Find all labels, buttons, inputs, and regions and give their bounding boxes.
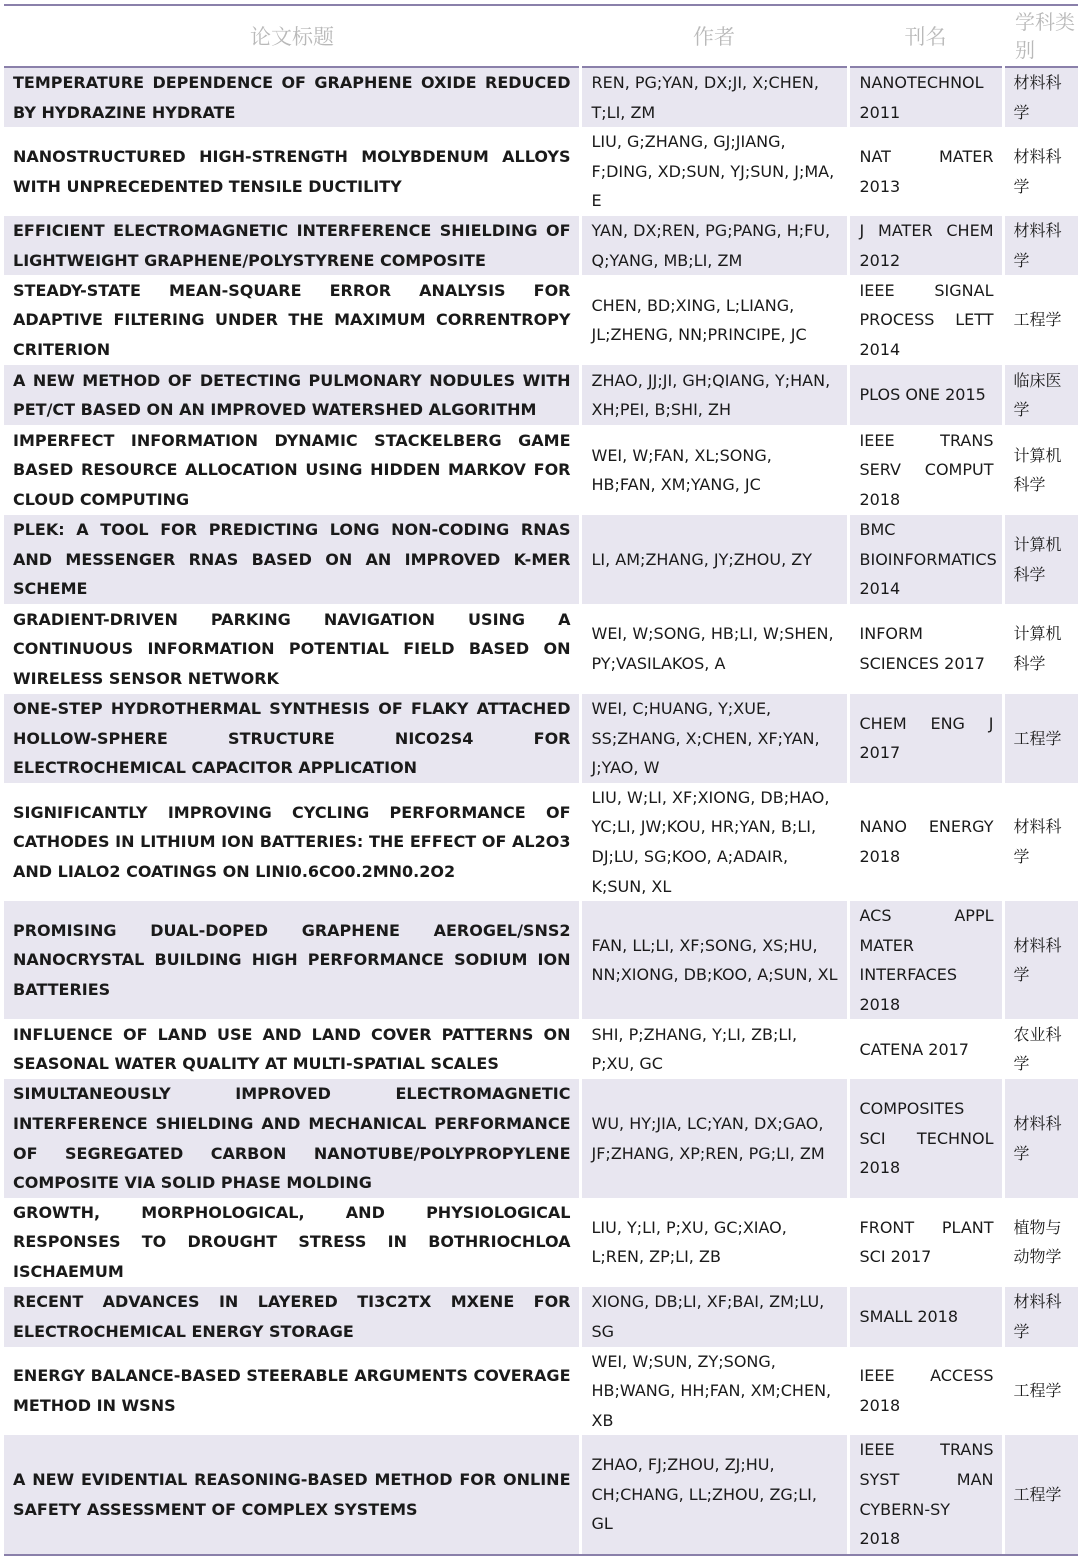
header-journal: 刊名 bbox=[848, 6, 1003, 67]
journal-cell: INFORM SCIENCES 2017 bbox=[848, 604, 1003, 694]
category-cell: 农业科学 bbox=[1003, 1019, 1078, 1079]
journal-cell: NAT MATER 2013 bbox=[848, 127, 1003, 216]
authors-cell: YAN, DX;REN, PG;PANG, H;FU, Q;YANG, MB;LI, ZM bbox=[580, 216, 848, 275]
category-cell: 工程学 bbox=[1003, 275, 1078, 365]
authors-cell: WEI, W;SUN, ZY;SONG, HB;WANG, HH;FAN, XM;CHEN, XB bbox=[580, 1347, 848, 1436]
paper-title-cell: A NEW EVIDENTIAL REASONING-BASED METHOD FOR ONLINE SAFETY ASSESSMENT OF COMPLEX SYSTEMS bbox=[4, 1435, 580, 1553]
category-cell: 工程学 bbox=[1003, 1435, 1078, 1553]
authors-cell: XIONG, DB;LI, XF;BAI, ZM;LU, SG bbox=[580, 1287, 848, 1347]
paper-title-cell: RECENT ADVANCES IN LAYERED TI3C2TX MXENE FOR ELECTROCHEMICAL ENERGY STORAGE bbox=[4, 1287, 580, 1347]
journal-cell: NANO ENERGY 2018 bbox=[848, 783, 1003, 901]
paper-title-cell: SIGNIFICANTLY IMPROVING CYCLING PERFORMANCE OF CATHODES IN LITHIUM ION BATTERIES: THE EFFECT OF AL2O3 AND LIALO2 COATINGS ON LINI0.6CO0.2MN0.2O2 bbox=[13, 802, 571, 881]
journal-cell: BMC BIOINFORMATICS 2014 bbox=[848, 515, 1003, 604]
table-row bbox=[4, 604, 1078, 694]
paper-table bbox=[4, 6, 1078, 1554]
authors-cell: ZHAO, FJ;ZHOU, ZJ;HU, CH;CHANG, LL;ZHOU, ZG;LI, GL bbox=[580, 1435, 848, 1553]
authors-cell: ZHAO, JJ;JI, GH;QIANG, Y;HAN, XH;PEI, B;SHI, ZH bbox=[580, 365, 848, 425]
authors-cell: WEI, W;SONG, HB;LI, W;SHEN, PY;VASILAKOS, A bbox=[580, 604, 848, 694]
category-cell: 材料科学 bbox=[1003, 1079, 1078, 1197]
header-category: 学科类别 bbox=[1003, 6, 1078, 67]
category-cell: 计算机科学 bbox=[1003, 515, 1078, 604]
table-row bbox=[4, 67, 1078, 127]
category-cell: 材料科学 bbox=[1003, 1287, 1078, 1347]
table-row bbox=[4, 127, 1078, 216]
category-cell: 临床医学 bbox=[1003, 365, 1078, 425]
paper-title-cell: TEMPERATURE DEPENDENCE OF GRAPHENE OXIDE REDUCED BY HYDRAZINE HYDRATE bbox=[4, 67, 580, 127]
table-row bbox=[4, 216, 1078, 275]
category-cell: 计算机科学 bbox=[1003, 604, 1078, 694]
authors-cell: REN, PG;YAN, DX;JI, X;CHEN, T;LI, ZM bbox=[580, 67, 848, 127]
header-title: 论文标题 bbox=[4, 6, 580, 67]
authors-cell: LIU, W;LI, XF;XIONG, DB;HAO, YC;LI, JW;KOU, HR;YAN, B;LI, DJ;LU, SG;KOO, A;ADAIR, K;SUN, XL bbox=[580, 783, 848, 901]
paper-title-cell: GRADIENT-DRIVEN PARKING NAVIGATION USING A CONTINUOUS INFORMATION POTENTIAL FIELD BASED ON WIRELESS SENSOR NETWORK bbox=[13, 609, 571, 688]
journal-cell: PLOS ONE 2015 bbox=[848, 365, 1003, 425]
paper-title-cell: PLEK: A TOOL FOR PREDICTING LONG NON-CODING RNAS AND MESSENGER RNAS BASED ON AN IMPROVED K-MER SCHEME bbox=[4, 515, 580, 604]
category-cell: 工程学 bbox=[1003, 694, 1078, 783]
table-row bbox=[4, 1198, 1078, 1287]
journal-cell: IEEE ACCESS 2018 bbox=[848, 1347, 1003, 1436]
paper-table-container bbox=[4, 4, 1078, 1556]
paper-title-cell: NANOSTRUCTURED HIGH-STRENGTH MOLYBDENUM ALLOYS WITH UNPRECEDENTED TENSILE DUCTILITY bbox=[13, 146, 571, 196]
paper-title-cell: ONE-STEP HYDROTHERMAL SYNTHESIS OF FLAKY ATTACHED HOLLOW-SPHERE STRUCTURE NICO2S4 FOR ELECTROCHEMICAL CAPACITOR APPLICATION bbox=[4, 694, 580, 783]
category-cell: 计算机科学 bbox=[1003, 425, 1078, 515]
journal-cell: IEEE TRANS SERV COMPUT 2018 bbox=[848, 425, 1003, 515]
authors-cell: LI, AM;ZHANG, JY;ZHOU, ZY bbox=[580, 515, 848, 604]
table-row bbox=[4, 901, 1078, 1019]
table-row bbox=[4, 515, 1078, 604]
table-header-row bbox=[4, 6, 1078, 67]
category-cell: 材料科学 bbox=[1003, 67, 1078, 127]
authors-cell: LIU, G;ZHANG, GJ;JIANG, F;DING, XD;SUN, YJ;SUN, J;MA, E bbox=[580, 127, 848, 216]
journal-cell: J MATER CHEM 2012 bbox=[848, 216, 1003, 275]
journal-cell: CATENA 2017 bbox=[848, 1019, 1003, 1079]
paper-title-cell: PROMISING DUAL-DOPED GRAPHENE AEROGEL/SNS2 NANOCRYSTAL BUILDING HIGH PERFORMANCE SODIUM ION BATTERIES bbox=[4, 901, 580, 1019]
category-cell: 材料科学 bbox=[1003, 216, 1078, 275]
table-row bbox=[4, 1019, 1078, 1079]
table-row bbox=[4, 365, 1078, 425]
category-cell: 材料科学 bbox=[1003, 127, 1078, 216]
journal-cell: SMALL 2018 bbox=[848, 1287, 1003, 1347]
journal-cell: CHEM ENG J 2017 bbox=[848, 694, 1003, 783]
paper-title-cell: EFFICIENT ELECTROMAGNETIC INTERFERENCE SHIELDING OF LIGHTWEIGHT GRAPHENE/POLYSTYRENE COMPOSITE bbox=[4, 216, 580, 275]
table-bottom-rule bbox=[4, 1554, 1078, 1556]
authors-cell: SHI, P;ZHANG, Y;LI, ZB;LI, P;XU, GC bbox=[580, 1019, 848, 1079]
category-cell: 材料科学 bbox=[1003, 901, 1078, 1019]
paper-title-cell: IMPERFECT INFORMATION DYNAMIC STACKELBERG GAME BASED RESOURCE ALLOCATION USING HIDDEN MARKOV FOR CLOUD COMPUTING bbox=[13, 430, 571, 509]
paper-title-cell: GROWTH, MORPHOLOGICAL, AND PHYSIOLOGICAL RESPONSES TO DROUGHT STRESS IN BOTHRIOCHLOA ISCHAEMUM bbox=[13, 1202, 571, 1282]
table-row bbox=[4, 1287, 1078, 1347]
authors-cell: CHEN, BD;XING, L;LIANG, JL;ZHENG, NN;PRINCIPE, JC bbox=[580, 275, 848, 365]
journal-cell: IEEE SIGNAL PROCESS LETT 2014 bbox=[848, 275, 1003, 365]
table-row bbox=[4, 783, 1078, 901]
authors-cell: WU, HY;JIA, LC;YAN, DX;GAO, JF;ZHANG, XP;REN, PG;LI, ZM bbox=[580, 1079, 848, 1197]
authors-cell: WEI, C;HUANG, Y;XUE, SS;ZHANG, X;CHEN, XF;YAN, J;YAO, W bbox=[580, 694, 848, 783]
journal-cell: FRONT PLANT SCI 2017 bbox=[848, 1198, 1003, 1287]
journal-cell: IEEE TRANS SYST MAN CYBERN-SY 2018 bbox=[848, 1435, 1003, 1553]
table-body bbox=[4, 67, 1078, 1554]
table-row bbox=[4, 425, 1078, 515]
journal-cell: NANOTECHNOL 2011 bbox=[848, 67, 1003, 127]
table-row bbox=[4, 275, 1078, 365]
journal-cell: ACS APPL MATER INTERFACES 2018 bbox=[848, 901, 1003, 1019]
table-row bbox=[4, 1079, 1078, 1197]
paper-title-cell: ENERGY BALANCE-BASED STEERABLE ARGUMENTS COVERAGE METHOD IN WSNS bbox=[13, 1366, 571, 1416]
header-authors: 作者 bbox=[580, 6, 848, 67]
paper-title-cell: INFLUENCE OF LAND USE AND LAND COVER PATTERNS ON SEASONAL WATER QUALITY AT MULTI-SPATIAL SCALES bbox=[13, 1024, 571, 1074]
table-row bbox=[4, 694, 1078, 783]
authors-cell: FAN, LL;LI, XF;SONG, XS;HU, NN;XIONG, DB;KOO, A;SUN, XL bbox=[580, 901, 848, 1019]
paper-title-cell: A NEW METHOD OF DETECTING PULMONARY NODULES WITH PET/CT BASED ON AN IMPROVED WATERSHED ALGORITHM bbox=[4, 365, 580, 425]
authors-cell: WEI, W;FAN, XL;SONG, HB;FAN, XM;YANG, JC bbox=[580, 425, 848, 515]
paper-title-cell: STEADY-STATE MEAN-SQUARE ERROR ANALYSIS FOR ADAPTIVE FILTERING UNDER THE MAXIMUM CORRENTROPY CRITERION bbox=[13, 280, 571, 359]
category-cell: 植物与动物学 bbox=[1003, 1198, 1078, 1287]
category-cell: 工程学 bbox=[1003, 1347, 1078, 1436]
category-cell: 材料科学 bbox=[1003, 783, 1078, 901]
table-row bbox=[4, 1435, 1078, 1553]
table-row bbox=[4, 1347, 1078, 1436]
paper-title-cell: SIMULTANEOUSLY IMPROVED ELECTROMAGNETIC INTERFERENCE SHIELDING AND MECHANICAL PERFORMANCE OF SEGREGATED CARBON NANOTUBE/POLYPROPYLENE COMPOSITE VIA SOLID PHASE MOLDING bbox=[4, 1079, 580, 1197]
authors-cell: LIU, Y;LI, P;XU, GC;XIAO, L;REN, ZP;LI, ZB bbox=[580, 1198, 848, 1287]
journal-cell: COMPOSITES SCI TECHNOL 2018 bbox=[848, 1079, 1003, 1197]
